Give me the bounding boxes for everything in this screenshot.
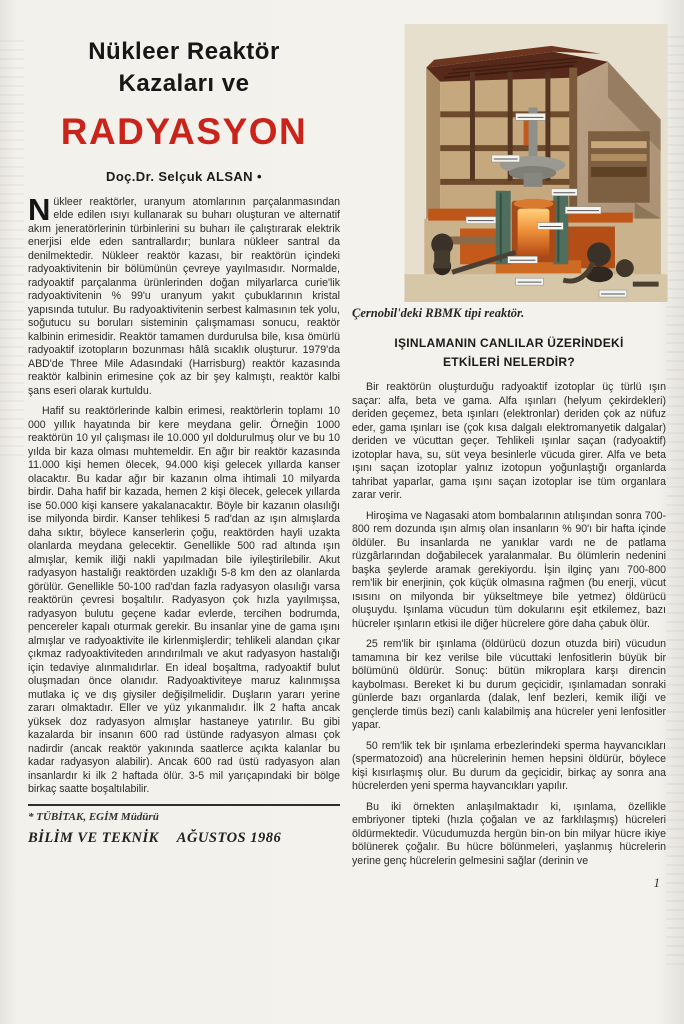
body-paragraph: Hafif su reaktörlerinde kalbin erimesi, reaktörlerin toplamı 10 000 yıllık hayatında bir kere meydana gelir. Örneğin 1000 reaktörün 10 yıl çalışması ile 10.000 yıl doldurulmuş olur ve bu 10 yılda bir kaza olması muhtemeldir. En ağır bir reaktör kazasında 11.000 kişi hemen ölecek, 94.000 kişi gelecek yıllarda kanser olacaktır. Bu kadar ağır bir kazanın olma ihtimali 10 milyarda birdir. Daha hafif bir kazada, hemen 2 kişi ölecek, gelecek yıllarda ise 50.000 kişi kansere yakalanacaktır. Böyle bir kazanın olasılığı ise milyonda birdir. Kanser tehlikesi 5 rad'dan az ışın almışlarda daha sıktır, böylece kanserlerin çoğu, reaktörden hayli uzakta olanlarda meydana gelecektir. Genellikle 500 rad altında ışın almışlar, kemik iliği nakli yapılmadan bile iyileştirilebilir. Akut radyasyon hastalığı reaktörden uzaklığı 5-8 km den az olanlarda görülür. Genellikle 50-100 rad'dan fazla radyasyon olasılığı varsa reaktörün çevresi boşaltılır. Radyasyon çok hızla yayılmışsa, radyasyon bulutu geçene kadar evlerde, tercihen bodrumda, pencereler kapalı oturmak gerekir. Bu insanlar yine de gama ışını almışlar ve radyoaktivite ile kirlenmişlerdir; tehlikeli alandan çıkar çıkmaz radyoaktiviteden arındırılmalı ve akut radyasyon hastalığı için tedaviye alınmalıdırlar. En ideal boşaltma, radyoaktif bulut oluşmadan önce olanıdır. Radyoaktiviteye maruz kalınmışsa mutlaka iç ve dış giysiler değişilmelidir. Duşların yararı yerine zararı olmaktadır. Eller ve yüz yıkanmalıdır. İlk 2 hafta ancak yüksek doz radyasyon almışlar hastaneye yatırılır. Bu gibi kazalarda bir insanın 600 rad üstünde radyasyon alması çok nadirdir (ancak reaktör yakınında saatlerce açıkta kalanlar bu kadar radyasyon alabilir). Ancak 600 rad üstü radyasyon alan insanlardır ki ilk 2 haftada ölür. 3-5 mil yarıçapındaki bir bölge birkaç saatte boşaltılabilir.: [28, 405, 340, 796]
paragraph-text: ükleer reaktörler, uranyum atomlarının parçalanmasından elde edilen ısıyı kullanarak su buharı oluşturan ve alternatif akım jeneratörlerinin türbinlerini su buharı ile çalıştırarak elektrik enerjisi elde eden santrallardır; bunlara nükleer santral da denilmektedir. Nükleer reaktör kazası, bir reaktörün içindeki radyoaktivitenin bir bölümünün çevreye yayılmasıdır. Normalde, radyoaktif parçalanma ürünlerinden doğan milyarlarca curie'lik radyoaktivitenin % 99'u uranyum yakıt çubuklarının kristal yapısında tutulur. Bu radyoaktivitenin serbest kalmasının tek yolu, soğutucu su boruları sisteminin çalışmaması sonucu, reaktör kalbinin erimesidir. Reaktör tamamen durdurulsa bile, kısa ömürlü radyoaktif izotopların bozunması hâlâ sıcaklık oluşturur. 1979'da ABD'de Three Mile Adasındaki (Harrisburg) reaktör kazasında reaktör kalbinin erimesine çok az bir şey kalmıştı, reaktör kalbi şans eseri olarak kurtuldu.: [28, 195, 340, 397]
article-title-line2: Kazaları ve: [118, 70, 250, 98]
left-column: [28, 36, 340, 847]
magazine-name: BİLİM VE TEKNİK: [28, 829, 159, 846]
body-paragraph: Bir reaktörün oluşturduğu radyoaktif izotoplar üç türlü ışın saçar: alfa, beta ve gama. Alfa ışınları (helyum çekirdekleri) deriden geçemez, beta ışınları (elektronlar) deriden çok az nüfuz eder, gama ışınları ise (çok kısa dalgalı elektromanyetik dalgalar) deriden ve vücuttan geçer. Tehlikeli ışınlar saçan (radyoaktif) izotoplar hava, su, süt veya besinlerle vücuda girer. Alfa ve beta ışını saçan izotoplar yalnız izotopun yoğunlaştığı organlarda tahribat yaparlar, gama ışını saçan izotoplar ise tüm organlara zarar verir.: [352, 381, 666, 502]
footnote-divider: [28, 804, 340, 806]
body-paragraph: 25 rem'lik bir ışınlama (öldürücü dozun otuzda biri) vücudun tamamına bir kez verilse bile vücuttaki lenfositlerin büyük bir bölümünü öldürür. Sonuç: bütün mikroplara karşı direncin kaybolması. Bereket ki bu durum geçicidir, ışınlamadan sonraki günlerde bazı organlarda (dalak, lenf bezleri, kemik iliği ve gençlerde timüs bezi) canlı kalabilmiş ana hücreler yeni lenfositler yapar.: [352, 638, 666, 732]
article-title-radyasyon: RADYASYON: [60, 110, 308, 152]
author-footnote: * TÜBİTAK, EGİM Müdürü: [28, 810, 159, 823]
section-heading-line2: ETKİLERİ NELERDİR?: [442, 354, 576, 369]
right-column: [352, 24, 666, 891]
article-title: [28, 36, 340, 101]
body-paragraph: Bu iki örnekten anlaşılmaktadır ki, ışınlama, özellikle embriyoner tipteki (hızla çoğalan ve az farklılaşmış) hücreleri öldürmektedir. Vücudumuzda hergün bin-on bin milyar hücre ikiye bölünerek çoğalır. Bu hücre bölünmeleri, yaşlanmış hücrelerin yerine genç hücrelerin gelmesini sağlar (derinin ve: [352, 800, 666, 867]
section-heading: [358, 334, 660, 371]
author-byline: Doç.Dr. Selçuk ALSAN •: [106, 168, 262, 184]
magazine-footer: [28, 830, 340, 847]
figure-caption: Çernobil'deki RBMK tipi reaktör.: [352, 306, 525, 320]
page-number: 1: [653, 875, 660, 891]
dropcap-letter: N: [28, 191, 51, 227]
section-heading-line1: IŞINLAMANIN CANLILAR ÜZERİNDEKİ: [394, 336, 624, 350]
body-paragraph: 50 rem'lik tek bir ışınlama erbezlerindeki sperma hayvancıkları (spermatozoid) ana hücrelerinin hemen hepsini öldürür, böylece kişi kısırlaşmış olur. Bu durum da geçicidir, birkaç ay sonra ana hücrelerden yeni sperma hayvancıkları yapılır.: [352, 739, 666, 793]
print-showthrough-left: [0, 40, 24, 460]
reactor-cutaway-illustration: [403, 24, 669, 302]
body-paragraph: [28, 191, 340, 399]
body-paragraph: Hiroşima ve Nagasaki atom bombalarının atılışından sonra 700-800 rem dozunda ışın almış olan insanların % 90'ı bir hafta içinde öldüler. Bu insanlarda ne yanıklar vardı ne de patlama rüzgârlarından doğabilecek yaralanmalar. Bu ölümlerin nedenini başka şeylerde aramak gerekiyordu. İşin ilginç yanı 700-800 rem'lik bir enerjinin, çok küçük olmasına rağmen (bu enerji, vücut ısısını on milyonda bir yükseltmeye bile yetmez) öldürücü oluşuydu. Işınlama vücudun tüm dokularını eşit etkilemez, bazı hücreler ışınların etkisi ile diğer hücrelere göre daha çabuk ölür.: [352, 509, 666, 630]
issue-date: AĞUSTOS 1986: [176, 829, 282, 846]
article-title-line1: Nükleer Reaktör: [88, 38, 280, 65]
reactor-figure: [352, 24, 666, 321]
